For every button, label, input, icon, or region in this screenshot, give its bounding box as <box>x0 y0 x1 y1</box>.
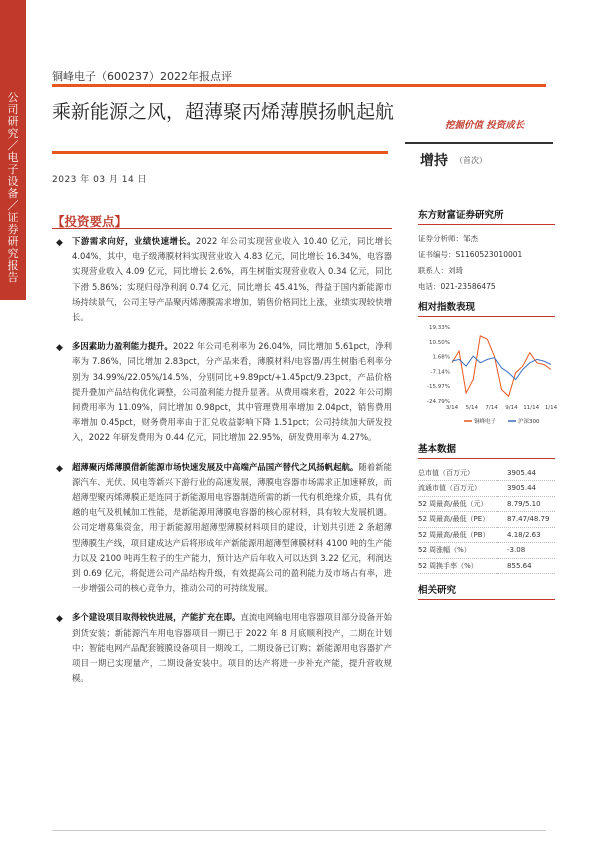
highlights-header <box>52 211 392 229</box>
x-tick-label: 9/14 <box>505 405 518 411</box>
row-label: 52 周最高/最低（元） <box>418 496 497 512</box>
y-tick-label: 1.68% <box>432 354 450 361</box>
paragraph-text: 2022 年公司毛利率为 26.04%，同比增加 5.61pct，净利率为 7.86%，同比增加 2.83pct，分产品来看，薄膜材料/电容器/再生树脂毛利率分别为 34.99%/22.05%/14.5%，分别同比+9.89pct/+1.45pct/9.23pct，产品价格提升叠加产品结构优化调整，公司盈利能力提升显著。从费用端来看，2022 年公司期间费用率为 11.09%，同比增加 0.98pct，其中管理费用率增加 2.04pct，销售费用率增加 0.45pct，财务费用率由于汇兑收益影响下降 1.51pct；公司持续加大研发投入，2022 年研发费用为 0.44 亿元，同比增加 22.95%，研发费用率为 4.27%。 <box>72 341 393 443</box>
y-tick-label: -7.14% <box>430 369 450 376</box>
firm-slogan: 挖掘价值 投资成长 <box>445 120 525 131</box>
x-tick-label: 1/14 <box>544 405 558 411</box>
bullet-icon: ◆ <box>56 238 63 248</box>
chart-svg <box>418 323 558 433</box>
bullet-icon: ◆ <box>56 343 63 354</box>
legend-label: 铜峰电子 <box>474 419 497 425</box>
row-label: 流通市值（百万元） <box>418 481 497 497</box>
row-value: -3.08 <box>497 543 555 559</box>
paragraph-text: 2022 年公司实现营业收入 10.40 亿元，同比增长 4.04%，其中，电子级薄膜材料实现营业收入 4.83 亿元，同比增长 16.34%，电容器实现营业收入 4.09 亿元，同比增长 2.6%，再生树脂实现营业收入 0.34 亿元，同比下滑 5.86%；实现归母净利润 0.74 亿元，同比增长 45.41%，得益于国内新能源市场持续景气，公司主导产品聚丙烯薄膜需求增加，销售价格同比上涨，业绩实现较快增长。 <box>72 236 393 323</box>
footer-divider <box>52 830 546 831</box>
x-tick-label: 5/14 <box>465 405 478 411</box>
sidebar-vertical-text: 公司研究／电子设备／证券研究报告 <box>7 91 19 284</box>
highlight-paragraph <box>52 234 392 325</box>
highlight-paragraph <box>52 610 392 686</box>
basic-data-table <box>418 465 555 574</box>
contact-line: 联系人：刘琦 <box>418 266 463 275</box>
table-row <box>418 512 555 528</box>
y-tick-label: -24.79% <box>427 399 450 405</box>
cert-line: 证书编号：S1160523010001 <box>418 250 523 259</box>
series-line <box>452 356 551 379</box>
table-row <box>418 543 555 559</box>
x-tick-label: 3/14 <box>445 405 459 411</box>
paragraph-lead: 多因素助力盈利能力提升。 <box>72 341 173 352</box>
paragraph-text: 随着新能源汽车、光伏、风电等新兴下游行业的高速发展，薄膜电容器市场需求正加速释放，而超薄型聚丙烯薄膜正是连同于新能源用电容器制造所需的新一代有机绝缘介质，具有优越的电气及机械加工性能，是新能源用薄膜电容器的核心原材料，具有较大发展机遇。公司定增募集资金，用于新能源用超薄型薄膜材料项目的建设，计划共引进 2 条超薄型薄膜生产线，项目建成达产后将形成年产新能源用超薄型薄膜材料 4100 吨的生产能力以及 2100 吨再生粒子的生产能力，预计达产后年收入可以达到 3.22 亿元，利润达到 0.69 亿元，将促进公司产品结构升级，有效提高公司的盈利能力及市场占有率，进一步增强公司的核心竞争力，推动公司的可持续发展。 <box>72 461 393 594</box>
paragraph-lead: 超薄聚丙烯薄膜借新能源市场快速发展及中高端产品国产替代之风扬帆起航。 <box>72 461 359 472</box>
series-line <box>452 336 551 396</box>
header-divider <box>52 84 546 87</box>
row-value: 855.64 <box>497 558 555 574</box>
row-label: 52 周换手率（%） <box>418 558 497 574</box>
row-label: 52 周最高/最低（PB） <box>418 527 497 543</box>
paragraph-lead: 下游需求向好，业绩快速增长。 <box>72 236 197 246</box>
table-row <box>418 496 555 512</box>
table-row <box>418 465 555 481</box>
x-tick-label: 7/14 <box>485 405 498 411</box>
row-label: 52 周最高/最低（PE） <box>418 512 497 528</box>
chart-title: 相对指数表现 <box>418 299 555 317</box>
legend-label: 沪深300 <box>518 419 540 425</box>
highlight-paragraph <box>52 460 392 597</box>
y-tick-label: -15.97% <box>427 384 450 391</box>
title-divider <box>52 151 388 154</box>
report-header-line: 铜峰电子（600237）2022年报点评 <box>52 70 232 83</box>
row-value: 87.47/48.79 <box>497 512 555 528</box>
row-label: 总市值（百万元） <box>418 465 497 481</box>
table-row <box>418 481 555 497</box>
firm-name: 东方财富证券研究所 <box>418 207 555 225</box>
highlight-paragraph <box>52 339 392 445</box>
related-research-title: 相关研究 <box>418 582 555 600</box>
y-tick-label: 10.50% <box>429 339 450 346</box>
left-color-bar <box>0 0 26 300</box>
paragraph-text: 直流电网输电用电容器项目部分设备开始到货安装；新能源汽车用电容器项目一期已于 2022 年 8 月底顺利投产，二期在计划中；智能电网产品配套镀膜设备项目一期竣工，二期设备已订购；新能源用电容器扩产项目一期已实现量产，二期设备安装中。项目的达产将进一步补充产能，提升营收规模。 <box>72 612 393 684</box>
report-title: 乘新能源之风，超薄聚丙烯薄膜扬帆起航 <box>52 101 395 123</box>
highlights-title: 【投资要点】 <box>52 214 128 229</box>
row-label: 52 周涨幅（%） <box>418 543 497 559</box>
table-row <box>418 527 555 543</box>
rating-subtext: （首次） <box>455 156 487 165</box>
relative-index-chart <box>418 323 558 433</box>
phone-line: 电话：021-23586475 <box>418 282 496 291</box>
highlights-body <box>52 234 392 700</box>
row-value: 8.79/5.10 <box>497 496 555 512</box>
rating-divider <box>405 142 553 144</box>
basic-data-title: 基本数据 <box>418 441 555 459</box>
bullet-icon: ◆ <box>56 614 63 625</box>
report-date: 2023 年 03 月 14 日 <box>52 175 148 185</box>
row-value: 3905.44 <box>497 481 555 497</box>
row-value: 3905.44 <box>497 465 555 481</box>
table-row <box>418 558 555 574</box>
row-value: 4.18/2.63 <box>497 527 555 543</box>
right-column <box>418 207 558 606</box>
analyst-line: 证券分析师：邹杰 <box>418 234 478 243</box>
paragraph-lead: 多个建设项目取得较快进展，产能扩充在即。 <box>72 612 241 623</box>
rating-label: 增持 <box>420 153 448 169</box>
bullet-icon: ◆ <box>56 463 63 474</box>
x-tick-label: 11/14 <box>523 405 540 411</box>
y-tick-label: 19.33% <box>429 325 450 331</box>
